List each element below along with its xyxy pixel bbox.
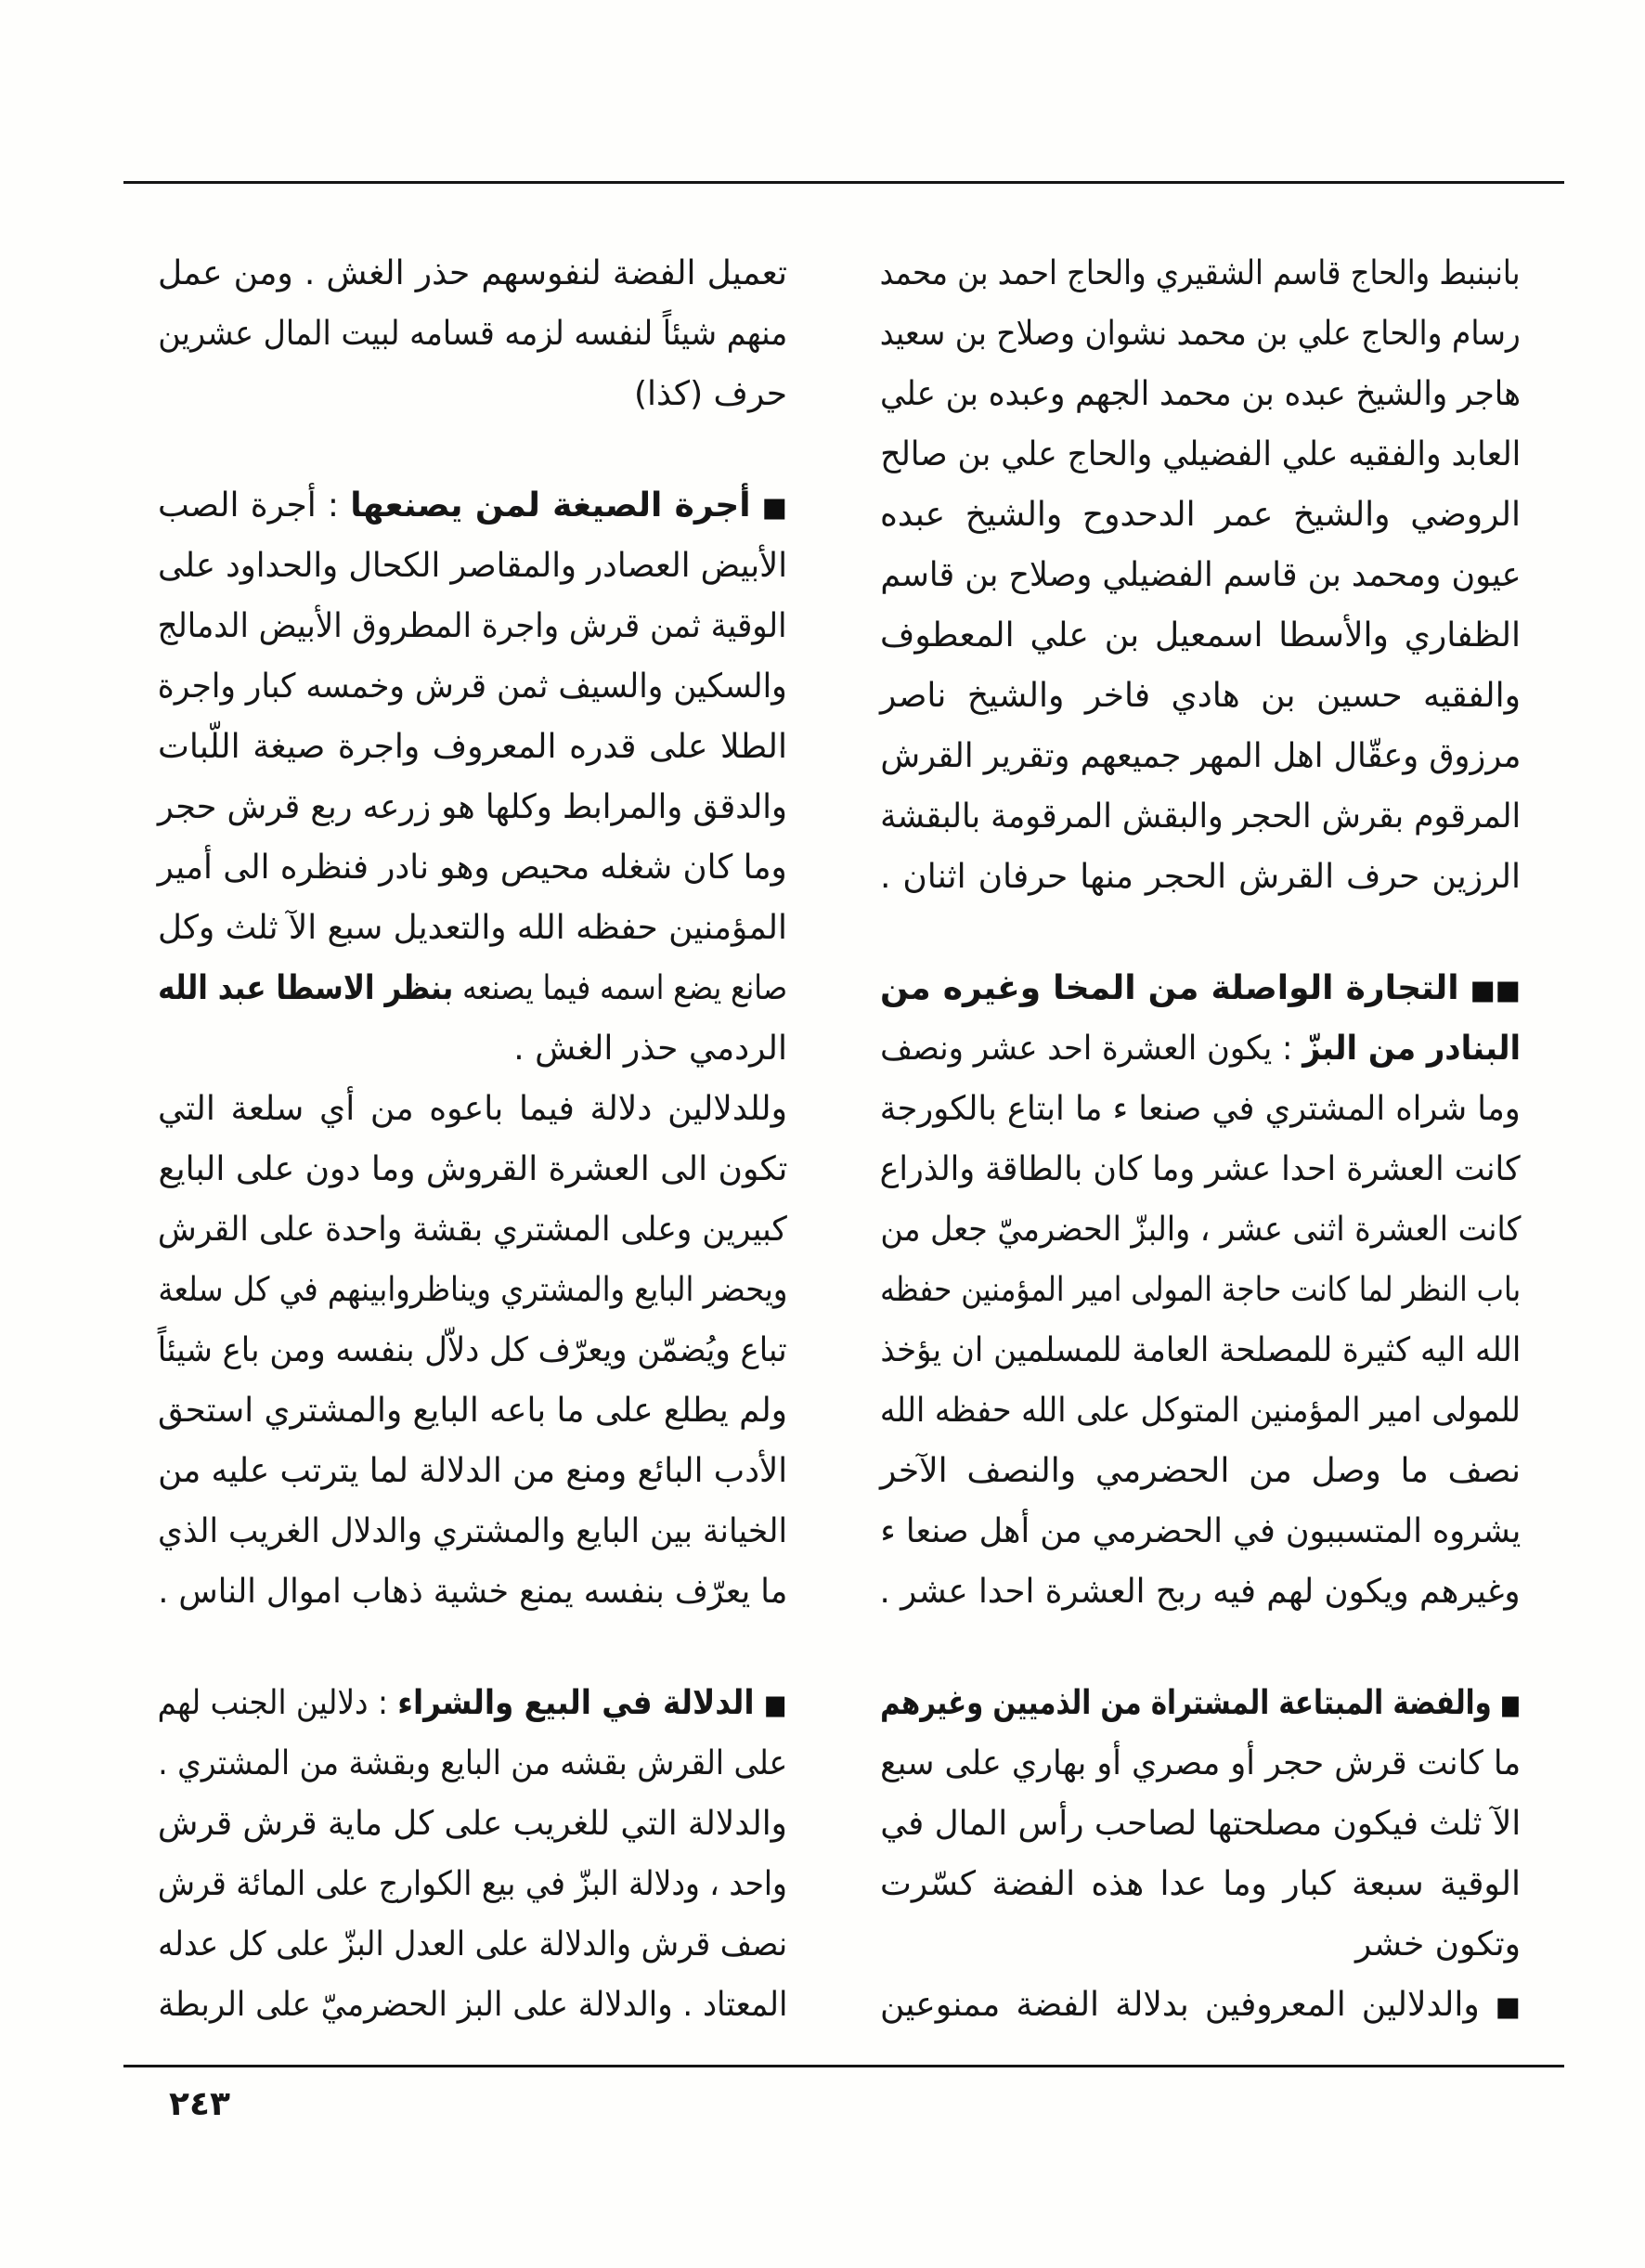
footer-rule [123,2065,1564,2067]
page-number: ٢٤٣ [169,2085,230,2123]
line-text: ويحضر البايع والمشتري ويناظروابينهم في كل سلعة [158,1271,787,1309]
line-text: ما يعرّف بنفسه يمنع خشية ذهاب اموال الناس . [158,1573,787,1611]
text-line [880,1854,1521,1914]
heading-text: الدلالة في البيع والشراء [397,1684,755,1722]
text-line [880,1320,1521,1380]
text-line [158,898,787,958]
line-text: عيون ومحمد بن قاسم الفضيلي وصلاح بن قاسم [880,556,1521,594]
line-text: الخيانة بين البايع والمشتري والدلال الغريب الذي [158,1512,787,1550]
text-line [158,1139,787,1199]
text-line [158,1501,787,1562]
line-text: منهم شيئاً لنفسه لزمه قسامه لبيت المال عشرين [158,315,787,353]
heading-line [880,958,1521,1018]
text-line [158,1794,787,1854]
line-text: رسام والحاج علي بن محمد نشوان وصلاح بن سعيد [880,315,1521,353]
text-line [880,304,1521,364]
line-text: صانع يضع اسمه فيما يصنعه [462,969,787,1007]
line-text: الردمي حذر الغش . [513,1030,787,1068]
text-line [158,1441,787,1501]
text-line [158,656,787,717]
line-text: : يكون العشرة احد عشر ونصف [880,1030,1293,1068]
line-content [158,475,787,538]
line-text: للمولى امير المؤمنين المتوكل على الله حفظه الله [880,1392,1521,1430]
text-line [158,837,787,898]
text-line [880,1914,1521,1975]
text-line [158,304,787,364]
line-text: والدقق والمرابط وكلها هو زرعه ربع قرش حجر [158,788,787,826]
text-line [158,1260,787,1320]
header-rule [123,181,1564,184]
line-text: الظفاري والأسطا اسمعيل بن علي المعطوف [880,616,1521,654]
text-line [880,1733,1521,1794]
line-text: وما كان شغله محيص وهو نادر فنظره الى أمير [158,849,787,887]
paragraph-brokers [880,1975,1521,2035]
line-text: الروضي والشيخ عمر الدحدوح والشيخ عبده [880,496,1521,534]
line-text: وتكون خشر [1355,1925,1521,1963]
right-column [880,243,1521,2035]
line-text: كبيرين وعلى المشتري بقشة واحدة على القرش [158,1211,787,1249]
line-text: كانت العشرة اثنى عشر ، والبزّ الحضرميّ جعل من [880,1211,1521,1249]
text-line [880,1260,1521,1320]
line-text: نصف ما وصل من الحضرمي والنصف الآخر [880,1452,1521,1490]
line-text: واحد ، ودلالة البزّ في بيع الكوارج على المائة قرش [158,1865,787,1903]
line-text: الطلا على قدره المعروف واجرة صيغة اللّبات [158,728,787,766]
paragraph-trade-imports [880,958,1521,1622]
paragraph-broker-fees [158,1079,787,1622]
line-text: والدلالين المعروفين بدلالة الفضة ممنوعين [880,1986,1480,2024]
square-bullet-icon: ■■ [1470,974,1521,1005]
line-text: كانت العشرة احدا عشر وما كان بالطاقة والذراع [880,1150,1521,1188]
line-text: المؤمنين حفظه الله والتعديل سبع الآ ثلث وكل [158,909,787,947]
text-line [880,1562,1521,1622]
line-text: الرزين حرف القرش الحجر منها حرفان اثنان . [880,858,1521,896]
line-text: بانبنبط والحاج قاسم الشقيري والحاج احمد بن محمد [880,254,1521,292]
square-bullet-icon: ■ [761,491,787,523]
paragraph-goldsmith-wages [158,475,787,1079]
text-line [880,243,1521,304]
text-line [158,1562,787,1622]
text-line [880,847,1521,907]
line-text: مرزوق وعقّال اهل المهر جميعهم وتقرير القرش [880,737,1521,775]
line-text: والفقيه حسين بن هادي فاخر والشيخ ناصر [880,677,1521,715]
line-content [880,1018,1521,1079]
line-text: الوقية ثمن قرش واجرة المطروق الأبيض الدمالج [158,607,787,645]
heading-text: أجرة الصيغة لمن يصنعها [350,486,751,525]
text-line [158,777,787,837]
line-content [880,1673,1521,1735]
text-line [158,1320,787,1380]
paragraph-silver-purchase [880,1673,1521,1975]
line-text: والسكين والسيف ثمن قرش وخمسه كبار واجرة [158,667,787,706]
text-line [158,1854,787,1914]
square-bullet-icon: ■ [1495,1990,1521,2022]
line-text: الوقية سبعة كبار وما عدا هذه الفضة كسّرت [880,1865,1521,1903]
text-line [880,1441,1521,1501]
emphasis-text: بنظر الاسطا عبد الله [158,969,454,1007]
text-line [158,536,787,596]
line-text: ولم يطلع على ما باعه البايع والمشتري استحق [158,1392,787,1430]
heading-text: البنادر من البزّ [1302,1030,1521,1068]
line-text: : دلالين الجنب لهم [158,1684,389,1722]
text-line [880,1794,1521,1854]
text-line [880,786,1521,847]
text-line [880,364,1521,424]
line-text: المعتاد . والدلالة على البز الحضرميّ على الربطة [158,1986,787,2024]
text-line [880,1380,1521,1441]
text-line [158,717,787,777]
paragraph-sale-brokerage [158,1673,787,2035]
square-bullet-icon: ■ [764,1689,787,1720]
text-line [158,596,787,656]
text-line [880,605,1521,666]
line-text: وما شراه المشتري في صنعا ء ما ابتاع بالكورجة [880,1090,1521,1128]
left-column [158,243,787,2035]
text-line [880,424,1521,485]
line-text: تكون الى العشرة القروش وما دون على البايع [158,1150,787,1188]
text-line [158,364,787,424]
text-line [880,1199,1521,1260]
heading-line [880,1018,1521,1079]
text-line [880,1975,1521,2035]
text-line [880,545,1521,605]
paragraph [880,243,1521,907]
heading-line [158,1673,787,1733]
line-text: هاجر والشيخ عبده بن محمد الجهم وعبده بن علي [880,375,1521,413]
line-text: العابد والفقيه علي الفضيلي والحاج علي بن صالح [880,435,1521,473]
line-text: والدلالة التي للغريب على كل ماية قرش قرش [158,1805,787,1843]
line-text: نصف قرش والدلالة على العدل البزّ على كل عدله [158,1925,787,1963]
text-line [158,1018,787,1079]
paragraph [158,243,787,424]
line-text: حرف (كذا) [633,375,787,413]
line-text: : أجرة الصب [158,486,340,525]
text-line [158,1914,787,1975]
line-text: المرقوم بقرش الحجر والبقش المرقومة بالبقشة [880,797,1521,836]
line-content [880,958,1521,1020]
text-line [880,666,1521,726]
line-content [158,958,787,1018]
text-line [158,1199,787,1260]
text-line [880,1079,1521,1139]
text-line [158,1079,787,1139]
line-text: على القرش بقشه من البايع وبقشة من المشتري . [158,1744,787,1782]
heading-line [158,475,787,536]
line-text: الله اليه كثيرة للمصلحة العامة للمسلمين ان يؤخذ [880,1331,1521,1369]
line-text: تباع ويُضمّن ويعرّف كل دلاّل بنفسه ومن باع شيئاً [158,1331,787,1369]
line-text: وللدلالين دلالة فيما باعوه من أي سلعة التي [158,1090,787,1128]
heading-line [880,1673,1521,1733]
line-content [158,1673,787,1735]
line-content [880,1975,1521,2037]
text-line [158,243,787,304]
text-line [158,1975,787,2035]
line-text: باب النظر لما كانت حاجة المولى امير المؤمنين حفظه [880,1271,1521,1309]
line-text: وغيرهم ويكون لهم فيه ربح العشرة احدا عشر . [880,1573,1521,1611]
text-line [158,958,787,1018]
line-text: الأبيض العصادر والمقاصر الكحال والحداود على [158,547,787,585]
heading-text: التجارة الواصلة من المخا وغيره من [880,969,1459,1007]
text-line [880,485,1521,545]
line-text: يشروه المتسببون في الحضرمي من أهل صنعا ء [880,1512,1521,1550]
line-text: الآ ثلث فيكون مصلحتها لصاحب رأس المال في [880,1805,1521,1843]
square-bullet-icon: ■ [1499,1689,1521,1720]
line-text: تعميل الفضة لنفوسهم حذر الغش . ومن عمل [158,254,787,292]
line-text: الأدب البائع ومنع من الدلالة لما يترتب عليه من [158,1452,787,1490]
text-line [880,726,1521,786]
text-line [158,1380,787,1441]
text-line [880,1139,1521,1199]
line-text: ما كانت قرش حجر أو مصري أو بهاري على سبع [880,1744,1521,1782]
text-line [158,1733,787,1794]
text-line [880,1501,1521,1562]
heading-text: والفضة المبتاعة المشتراة من الذميين وغيرهم [880,1684,1492,1722]
